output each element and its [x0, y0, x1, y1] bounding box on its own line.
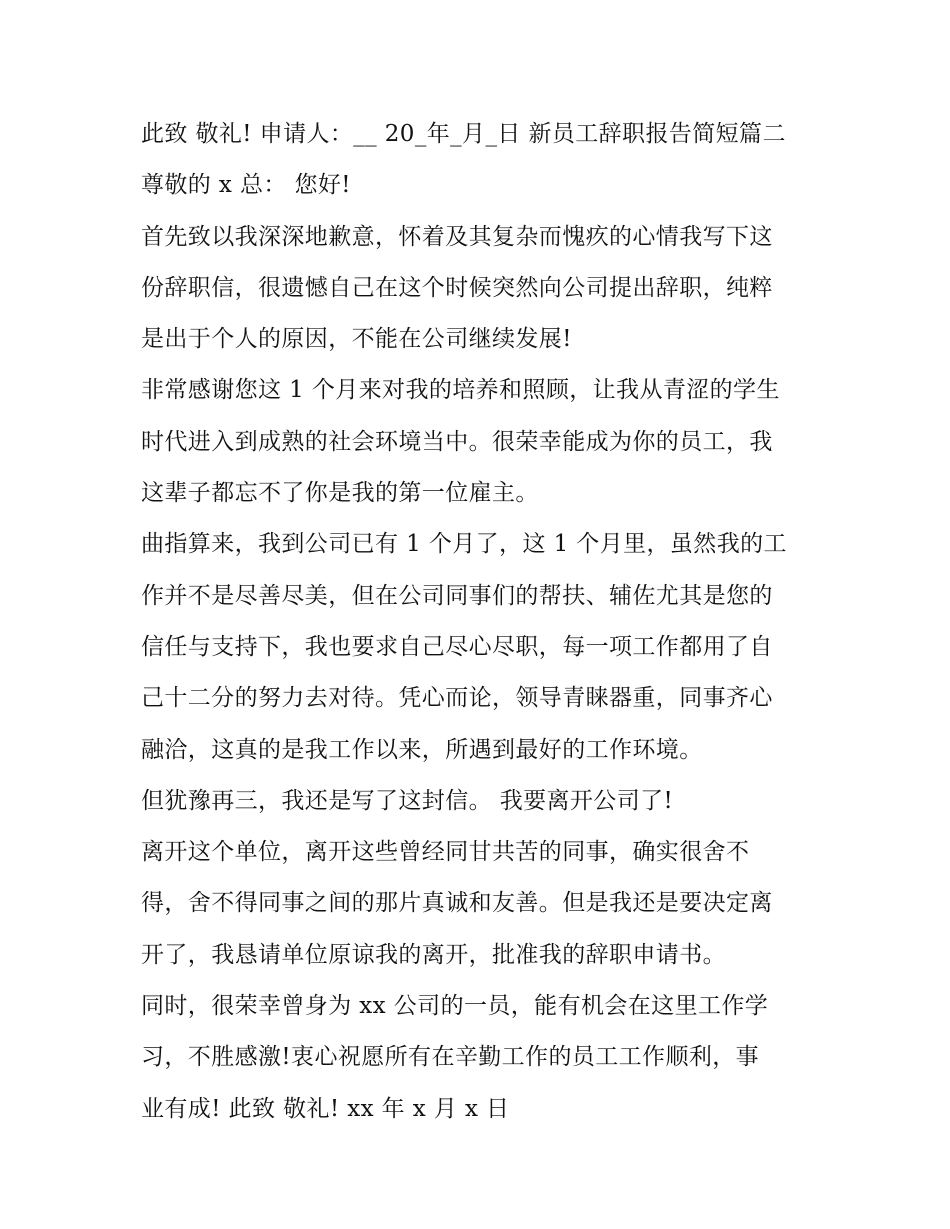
text-line: 尊敬的 x 总： 您好!	[141, 172, 351, 199]
text-line: 开了，我恳请单位原谅我的离开，批准我的辞职申请书。	[141, 941, 726, 968]
text-line: 份辞职信，很遗憾自己在这个时候突然向公司提出辞职，纯粹	[141, 274, 773, 301]
text-line: 此致 敬礼! 申请人：__ 20_年_月_日 新员工辞职报告简短篇二	[141, 121, 786, 147]
text-line: 习，不胜感激!衷心祝愿所有在辛勤工作的员工工作顺利，事	[141, 1044, 760, 1071]
text-line: 是出于个人的原因，不能在公司继续发展!	[141, 326, 572, 353]
text-line: 但犹豫再三，我还是写了这封信。 我要离开公司了!	[141, 787, 674, 814]
letter-body	[141, 109, 831, 1135]
text-line: 这辈子都忘不了你是我的第一位雇主。	[141, 480, 539, 507]
text-line: 作并不是尽善尽美，但在公司同事们的帮扶、辅佐尤其是您的	[141, 582, 773, 609]
text-line: 己十二分的努力去对待。凭心而论，领导青睐器重，同事齐心	[141, 685, 773, 712]
text-line: 时代进入到成熟的社会环境当中。很荣幸能成为你的员工，我	[141, 428, 773, 455]
text-line: 信任与支持下，我也要求自己尽心尽职，每一项工作都用了自	[141, 633, 773, 660]
text-line: 同时，很荣幸曾身为 xx 公司的一员，能有机会在这里工作学	[141, 993, 769, 1020]
text-line: 曲指算来，我到公司已有 1 个月了，这 1 个月里，虽然我的工	[141, 531, 787, 558]
text-line: 得，舍不得同事之间的那片真诚和友善。但是我还是要决定离	[141, 890, 773, 917]
text-line: 融洽，这真的是我工作以来，所遇到最好的工作环境。	[141, 736, 703, 763]
text-line: 非常感谢您这 1 个月来对我的培养和照顾，让我从青涩的学生	[141, 377, 780, 404]
text-line: 业有成! 此致 敬礼! xx 年 x 月 x 日	[141, 1095, 510, 1122]
text-line: 首先致以我深深地歉意，怀着及其复杂而愧疚的心情我写下这	[141, 223, 773, 250]
text-line: 离开这个单位，离开这些曾经同甘共苦的同事，确实很舍不	[141, 839, 750, 866]
